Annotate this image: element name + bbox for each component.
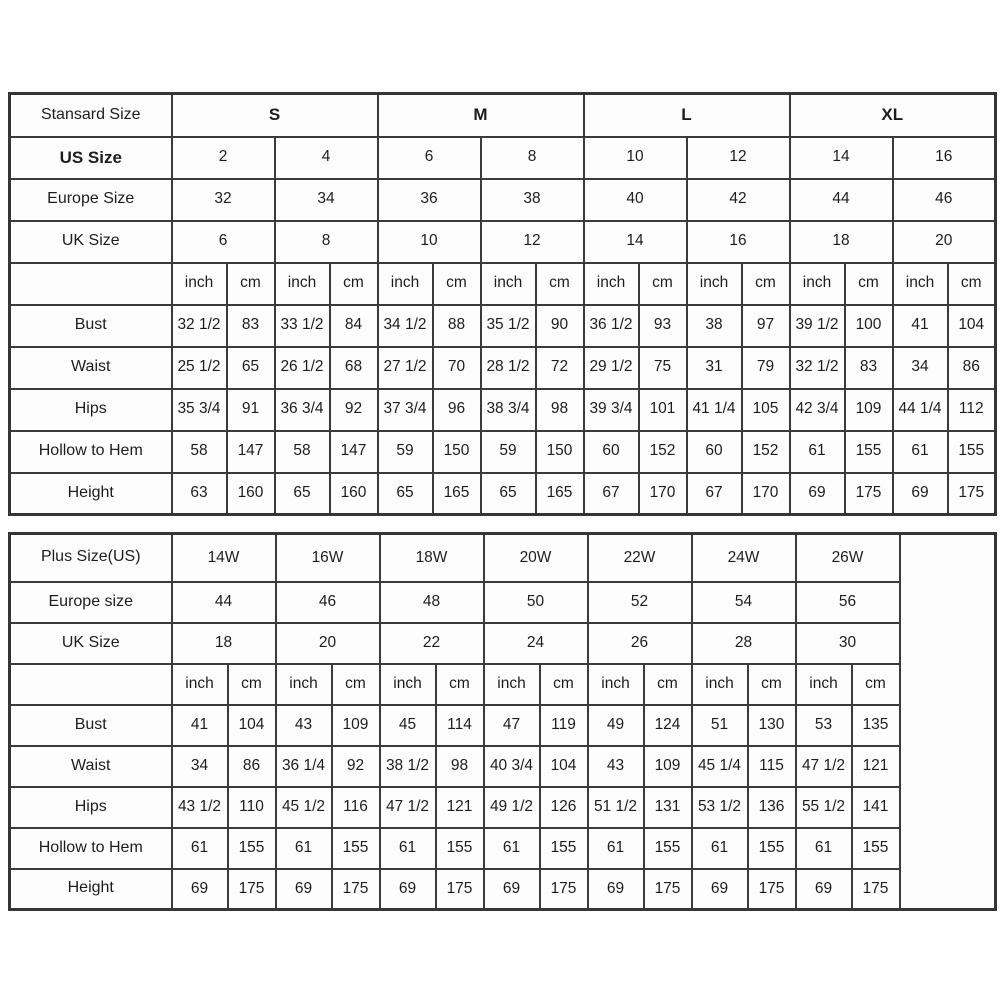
size-value-cell: 46 [276,582,380,623]
measurement-value-cell: 105 [742,389,790,431]
measurement-value-cell: 101 [639,389,687,431]
measurement-value-cell: 65 [378,473,433,515]
measurement-value-cell: 150 [536,431,584,473]
measurement-value-cell: 38 1/2 [380,746,436,787]
size-value-cell: 18 [172,623,276,664]
measurement-value-cell: 39 1/2 [790,305,845,347]
measurement-value-cell: 70 [433,347,481,389]
size-group-header: L [584,94,790,137]
size-group-header: 26W [796,534,900,582]
unit-cm-cell: cm [433,263,481,305]
corner-label: Stansard Size [10,94,172,137]
measurement-value-cell: 69 [588,869,644,910]
measurement-value-cell: 43 1/2 [172,787,228,828]
size-value-cell: 22 [380,623,484,664]
measurement-value-cell: 35 1/2 [481,305,536,347]
measurement-value-cell: 104 [948,305,996,347]
measurement-value-cell: 130 [748,705,796,746]
size-value-cell: 38 [481,179,584,221]
measurement-value-cell: 41 [172,705,228,746]
measurement-value-cell: 121 [436,787,484,828]
plus-size-table [8,532,997,911]
size-value-cell: 24 [484,623,588,664]
measurement-value-cell: 175 [228,869,276,910]
unit-cm-cell: cm [330,263,378,305]
measurement-value-cell: 53 1/2 [692,787,748,828]
measurement-value-cell: 152 [639,431,687,473]
size-value-cell: 26 [588,623,692,664]
measurement-value-cell: 26 1/2 [275,347,330,389]
unit-inch-cell: inch [172,664,228,705]
measurement-value-cell: 67 [584,473,639,515]
measurement-value-cell: 49 [588,705,644,746]
measurement-value-cell: 61 [276,828,332,869]
measurement-value-cell: 155 [540,828,588,869]
unit-cm-cell: cm [639,263,687,305]
size-group-header: S [172,94,378,137]
unit-inch-cell: inch [893,263,948,305]
measurement-value-cell: 79 [742,347,790,389]
measurement-value-cell: 104 [540,746,588,787]
size-value-cell: 34 [275,179,378,221]
measurement-value-cell: 45 1/4 [692,746,748,787]
unit-inch-cell: inch [692,664,748,705]
measurement-value-cell: 63 [172,473,227,515]
measurement-value-cell: 165 [536,473,584,515]
row-label: Hips [10,389,172,431]
measurement-value-cell: 155 [852,828,900,869]
measurement-value-cell: 175 [845,473,893,515]
measurement-value-cell: 42 3/4 [790,389,845,431]
measurement-value-cell: 38 3/4 [481,389,536,431]
measurement-value-cell: 109 [332,705,380,746]
measurement-value-cell: 141 [852,787,900,828]
measurement-value-cell: 34 [172,746,228,787]
measurement-value-cell: 25 1/2 [172,347,227,389]
measurement-value-cell: 155 [845,431,893,473]
measurement-value-cell: 33 1/2 [275,305,330,347]
measurement-value-cell: 51 [692,705,748,746]
measurement-value-cell: 32 1/2 [172,305,227,347]
measurement-value-cell: 84 [330,305,378,347]
size-value-cell: 32 [172,179,275,221]
measurement-value-cell: 41 [893,305,948,347]
unit-cm-cell: cm [536,263,584,305]
unit-cm-cell: cm [332,664,380,705]
size-value-cell: 52 [588,582,692,623]
measurement-value-cell: 126 [540,787,588,828]
measurement-value-cell: 119 [540,705,588,746]
size-group-header: 24W [692,534,796,582]
measurement-value-cell: 45 1/2 [276,787,332,828]
size-group-header: M [378,94,584,137]
size-value-cell: 40 [584,179,687,221]
row-label: Hollow to Hem [10,431,172,473]
size-value-cell: 16 [687,221,790,263]
measurement-value-cell: 36 1/2 [584,305,639,347]
measurement-value-cell: 53 [796,705,852,746]
measurement-value-cell: 97 [742,305,790,347]
measurement-value-cell: 39 3/4 [584,389,639,431]
measurement-value-cell: 175 [436,869,484,910]
measurement-value-cell: 98 [436,746,484,787]
size-group-header: 20W [484,534,588,582]
measurement-value-cell: 65 [275,473,330,515]
measurement-value-cell: 69 [692,869,748,910]
unit-inch-cell: inch [796,664,852,705]
unit-cm-cell: cm [748,664,796,705]
measurement-value-cell: 68 [330,347,378,389]
size-value-cell: 44 [172,582,276,623]
measurement-value-cell: 61 [790,431,845,473]
measurement-value-cell: 69 [172,869,228,910]
empty-filler-cell [900,534,996,910]
size-value-cell: 56 [796,582,900,623]
size-value-cell: 8 [481,137,584,179]
measurement-value-cell: 155 [748,828,796,869]
size-value-cell: 18 [790,221,893,263]
measurement-value-cell: 109 [644,746,692,787]
size-value-cell: 12 [481,221,584,263]
size-group-header: 14W [172,534,276,582]
size-value-cell: 42 [687,179,790,221]
measurement-value-cell: 112 [948,389,996,431]
measurement-value-cell: 93 [639,305,687,347]
measurement-value-cell: 61 [484,828,540,869]
measurement-value-cell: 61 [692,828,748,869]
unit-cm-cell: cm [948,263,996,305]
measurement-value-cell: 44 1/4 [893,389,948,431]
measurement-value-cell: 135 [852,705,900,746]
size-value-cell: 46 [893,179,996,221]
size-value-cell: 48 [380,582,484,623]
size-value-cell: 28 [692,623,796,664]
measurement-value-cell: 175 [332,869,380,910]
size-value-cell: 16 [893,137,996,179]
measurement-value-cell: 175 [748,869,796,910]
unit-cm-cell: cm [742,263,790,305]
measurement-value-cell: 110 [228,787,276,828]
measurement-value-cell: 27 1/2 [378,347,433,389]
measurement-value-cell: 58 [172,431,227,473]
measurement-value-cell: 47 [484,705,540,746]
unit-inch-cell: inch [484,664,540,705]
standard-table-body [10,94,996,515]
unit-inch-cell: inch [588,664,644,705]
measurement-value-cell: 34 [893,347,948,389]
size-value-cell: 20 [276,623,380,664]
measurement-value-cell: 98 [536,389,584,431]
measurement-value-cell: 43 [588,746,644,787]
measurement-value-cell: 92 [330,389,378,431]
measurement-value-cell: 155 [644,828,692,869]
measurement-value-cell: 60 [687,431,742,473]
measurement-value-cell: 86 [948,347,996,389]
measurement-value-cell: 28 1/2 [481,347,536,389]
measurement-value-cell: 147 [330,431,378,473]
measurement-value-cell: 175 [852,869,900,910]
measurement-value-cell: 114 [436,705,484,746]
measurement-value-cell: 61 [893,431,948,473]
row-label: Height [10,869,172,910]
size-group-header: 16W [276,534,380,582]
measurement-value-cell: 131 [644,787,692,828]
measurement-value-cell: 34 1/2 [378,305,433,347]
measurement-value-cell: 41 1/4 [687,389,742,431]
row-label: Waist [10,347,172,389]
size-value-cell: 6 [172,221,275,263]
measurement-value-cell: 155 [228,828,276,869]
measurement-value-cell: 35 3/4 [172,389,227,431]
measurement-value-cell: 32 1/2 [790,347,845,389]
measurement-value-cell: 59 [481,431,536,473]
measurement-value-cell: 36 3/4 [275,389,330,431]
size-group-header: 22W [588,534,692,582]
measurement-value-cell: 31 [687,347,742,389]
unit-cm-cell: cm [227,263,275,305]
measurement-value-cell: 155 [436,828,484,869]
size-value-cell: 2 [172,137,275,179]
measurement-value-cell: 92 [332,746,380,787]
measurement-value-cell: 47 1/2 [796,746,852,787]
size-value-cell: 36 [378,179,481,221]
measurement-value-cell: 91 [227,389,275,431]
measurement-value-cell: 61 [588,828,644,869]
measurement-value-cell: 175 [644,869,692,910]
size-value-cell: 44 [790,179,893,221]
measurement-value-cell: 69 [484,869,540,910]
size-value-cell: 6 [378,137,481,179]
size-value-cell: 50 [484,582,588,623]
measurement-value-cell: 60 [584,431,639,473]
measurement-value-cell: 37 3/4 [378,389,433,431]
measurement-value-cell: 69 [790,473,845,515]
row-label: Europe size [10,582,172,623]
measurement-value-cell: 124 [644,705,692,746]
measurement-value-cell: 160 [227,473,275,515]
unit-inch-cell: inch [172,263,227,305]
measurement-value-cell: 104 [228,705,276,746]
size-value-cell: 10 [584,137,687,179]
unit-cm-cell: cm [852,664,900,705]
measurement-value-cell: 175 [948,473,996,515]
row-label: Bust [10,305,172,347]
unit-cm-cell: cm [540,664,588,705]
measurement-value-cell: 150 [433,431,481,473]
unit-inch-cell: inch [481,263,536,305]
plus-table-body [10,534,996,910]
measurement-value-cell: 83 [845,347,893,389]
measurement-value-cell: 175 [540,869,588,910]
measurement-value-cell: 72 [536,347,584,389]
measurement-value-cell: 100 [845,305,893,347]
size-value-cell: 10 [378,221,481,263]
row-label: Europe Size [10,179,172,221]
row-label: Height [10,473,172,515]
unit-inch-cell: inch [687,263,742,305]
unit-cm-cell: cm [845,263,893,305]
standard-size-table [8,92,997,516]
unit-inch-cell: inch [378,263,433,305]
measurement-value-cell: 75 [639,347,687,389]
unit-row-blank-cell [10,664,172,705]
measurement-value-cell: 170 [742,473,790,515]
row-label: Bust [10,705,172,746]
corner-label: Plus Size(US) [10,534,172,582]
unit-inch-cell: inch [380,664,436,705]
measurement-value-cell: 43 [276,705,332,746]
size-value-cell: 30 [796,623,900,664]
size-group-header: 18W [380,534,484,582]
measurement-value-cell: 61 [380,828,436,869]
row-label: Waist [10,746,172,787]
measurement-value-cell: 67 [687,473,742,515]
measurement-value-cell: 47 1/2 [380,787,436,828]
measurement-value-cell: 69 [380,869,436,910]
measurement-value-cell: 152 [742,431,790,473]
unit-cm-cell: cm [436,664,484,705]
size-value-cell: 14 [584,221,687,263]
measurement-value-cell: 45 [380,705,436,746]
row-label: Hollow to Hem [10,828,172,869]
measurement-value-cell: 165 [433,473,481,515]
unit-inch-cell: inch [275,263,330,305]
measurement-value-cell: 61 [796,828,852,869]
measurement-value-cell: 90 [536,305,584,347]
size-group-header: XL [790,94,996,137]
measurement-value-cell: 61 [172,828,228,869]
unit-row-blank-cell [10,263,172,305]
size-value-cell: 20 [893,221,996,263]
size-value-cell: 8 [275,221,378,263]
measurement-value-cell: 136 [748,787,796,828]
measurement-value-cell: 96 [433,389,481,431]
size-value-cell: 14 [790,137,893,179]
measurement-value-cell: 58 [275,431,330,473]
row-label: UK Size [10,221,172,263]
measurement-value-cell: 49 1/2 [484,787,540,828]
measurement-value-cell: 88 [433,305,481,347]
row-label: US Size [10,137,172,179]
measurement-value-cell: 36 1/4 [276,746,332,787]
measurement-value-cell: 155 [332,828,380,869]
measurement-value-cell: 65 [227,347,275,389]
unit-inch-cell: inch [584,263,639,305]
measurement-value-cell: 51 1/2 [588,787,644,828]
measurement-value-cell: 86 [228,746,276,787]
row-label: UK Size [10,623,172,664]
unit-cm-cell: cm [644,664,692,705]
measurement-value-cell: 121 [852,746,900,787]
measurement-value-cell: 65 [481,473,536,515]
measurement-value-cell: 147 [227,431,275,473]
measurement-value-cell: 40 3/4 [484,746,540,787]
size-value-cell: 12 [687,137,790,179]
measurement-value-cell: 109 [845,389,893,431]
measurement-value-cell: 160 [330,473,378,515]
measurement-value-cell: 170 [639,473,687,515]
measurement-value-cell: 55 1/2 [796,787,852,828]
measurement-value-cell: 116 [332,787,380,828]
measurement-value-cell: 83 [227,305,275,347]
measurement-value-cell: 115 [748,746,796,787]
measurement-value-cell: 69 [893,473,948,515]
measurement-value-cell: 59 [378,431,433,473]
row-label: Hips [10,787,172,828]
measurement-value-cell: 38 [687,305,742,347]
unit-inch-cell: inch [276,664,332,705]
size-value-cell: 54 [692,582,796,623]
measurement-value-cell: 29 1/2 [584,347,639,389]
size-value-cell: 4 [275,137,378,179]
unit-inch-cell: inch [790,263,845,305]
measurement-value-cell: 69 [276,869,332,910]
unit-cm-cell: cm [228,664,276,705]
measurement-value-cell: 69 [796,869,852,910]
measurement-value-cell: 155 [948,431,996,473]
